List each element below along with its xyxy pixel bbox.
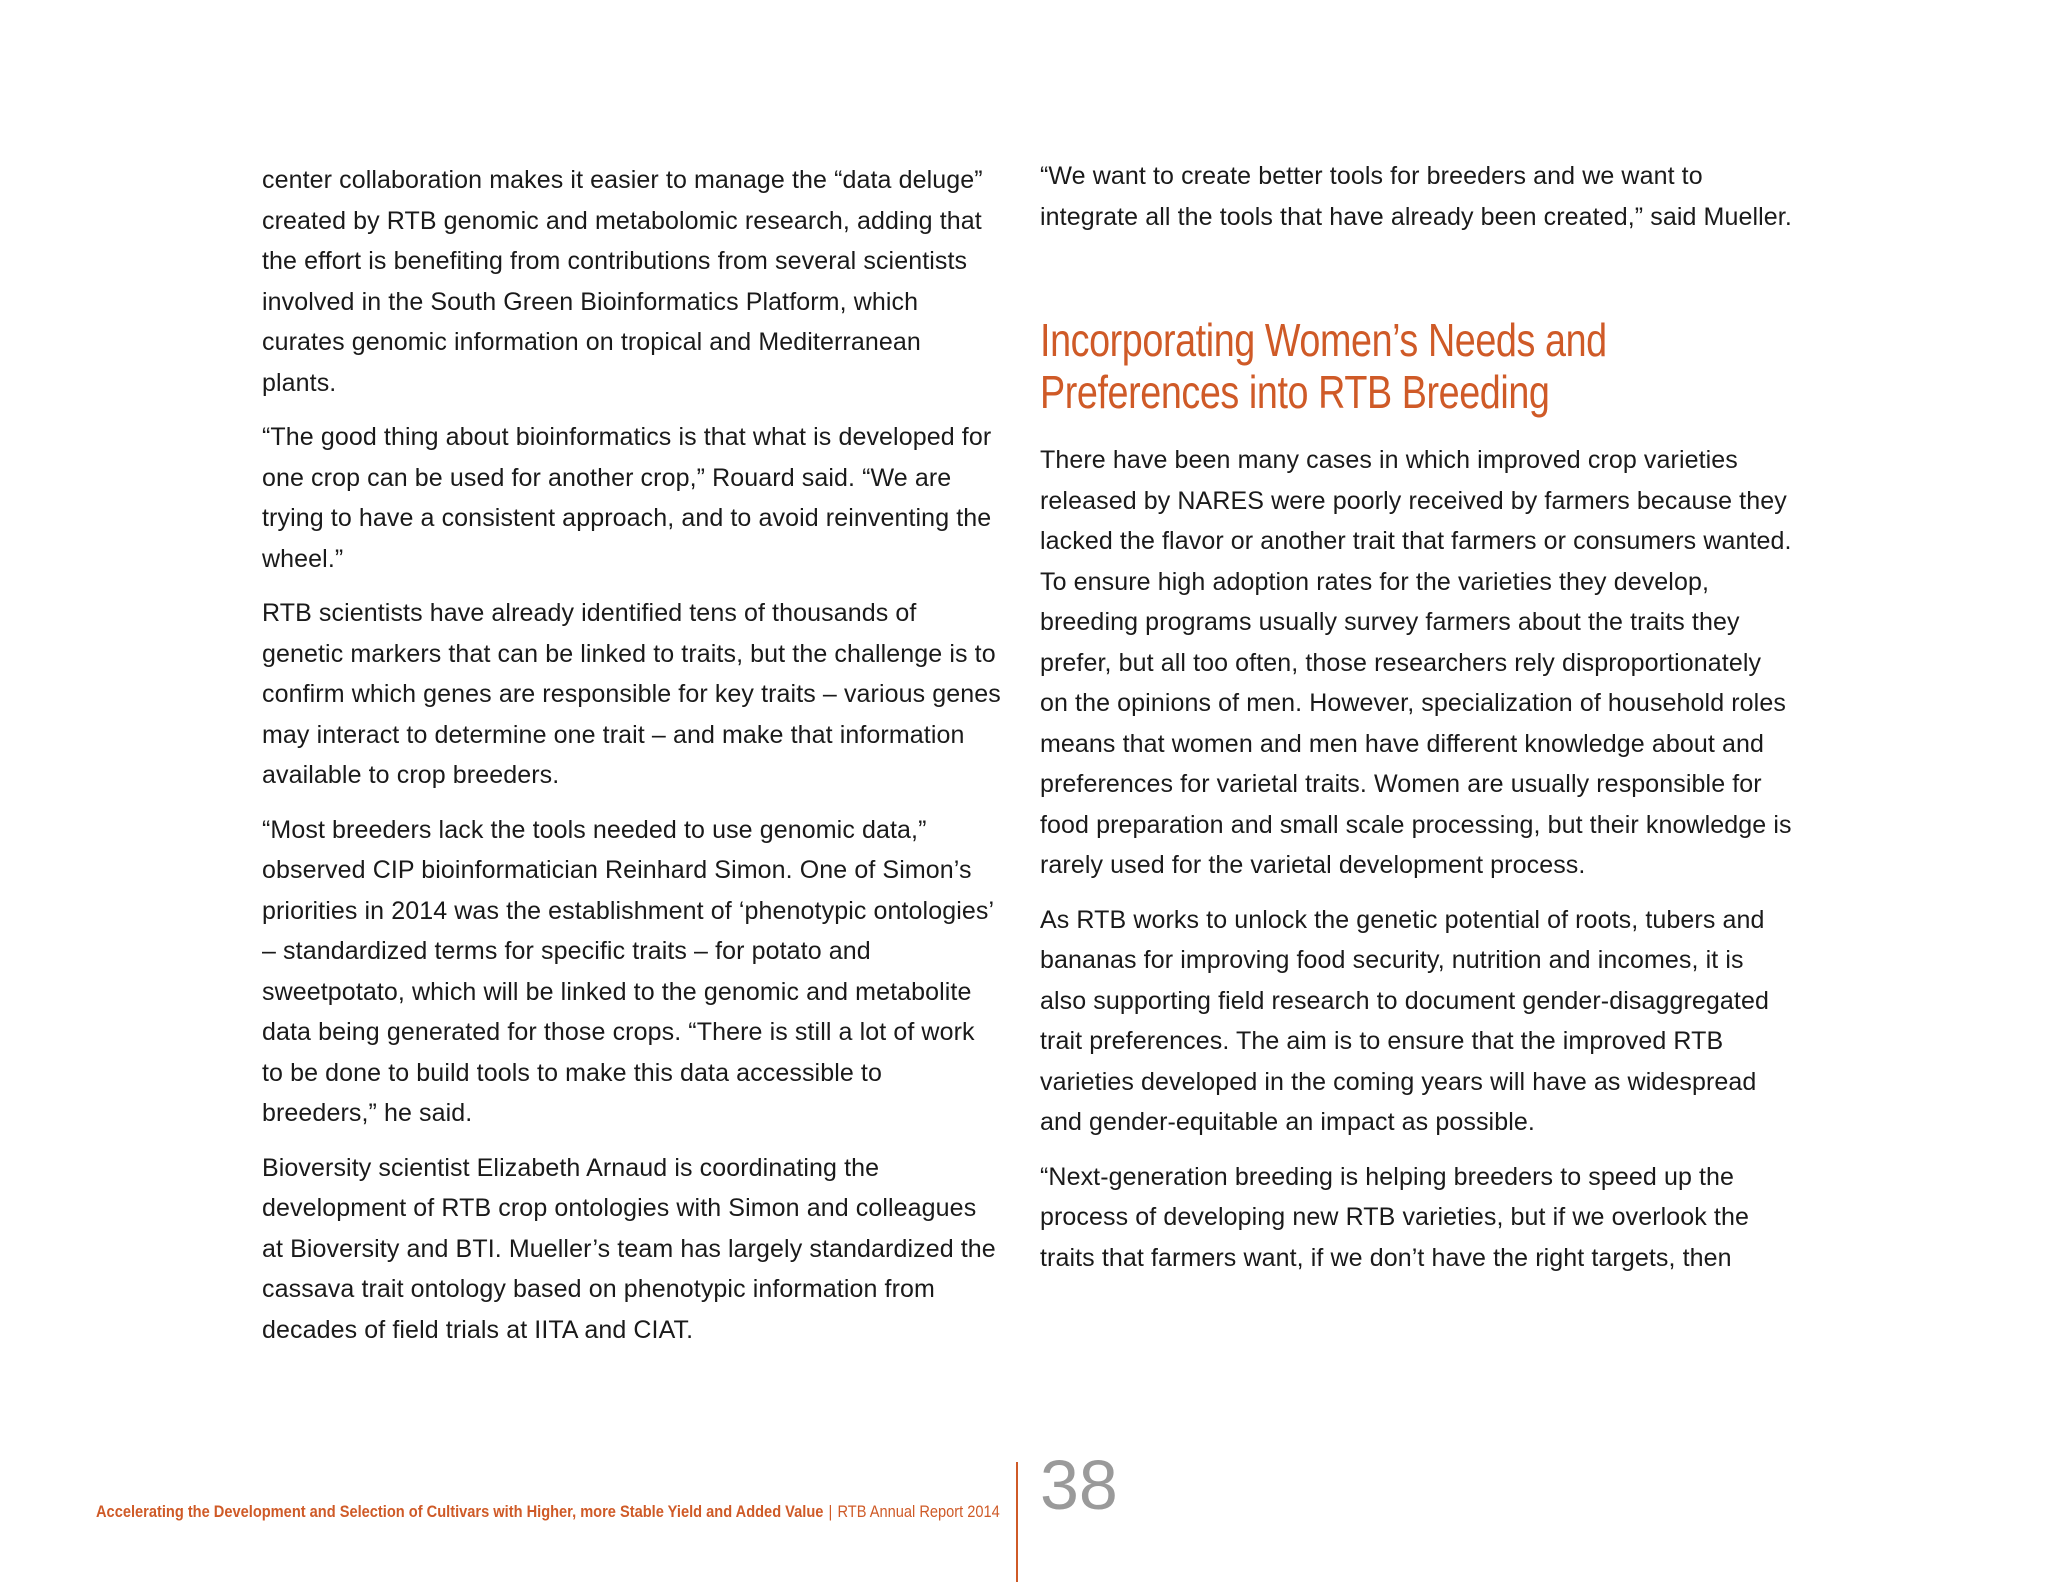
footer-text	[96, 1502, 1000, 1522]
body-paragraph: center collaboration makes it easier to manage the “data deluge” created by RTB genomic and metabolomic research, adding that the effort is benefiting from contributions from several scientists involved in the South Green Bioinformatics Platform, which curates genomic information on tropical and Mediterranean plants.	[262, 166, 983, 397]
body-paragraph: “Most breeders lack the tools needed to use genomic data,” observed CIP bioinformatician Reinhard Simon. One of Simon’s priorities in 2014 was the establishment of ‘phenotypic ontologies’ – standardized terms for specific traits – for potato and sweetpotato, which will be linked to the genomic and metabolite data being generated for those crops. “There is still a lot of work to be done to build tools to make this data accessible to breeders,” he said.	[262, 815, 994, 1127]
left-column	[262, 160, 1002, 1364]
page-number: 38	[1040, 1446, 1118, 1524]
footer-separator: |	[828, 1502, 833, 1521]
footer-report-name: RTB Annual Report 2014	[837, 1502, 1000, 1521]
section-heading: Incorporating Women’s Needs and Preferences into RTB Breeding	[1040, 314, 1607, 418]
body-paragraph: Bioversity scientist Elizabeth Arnaud is coordinating the development of RTB crop ontologies with Simon and colleagues at Bioversity and BTI. Mueller’s team has largely standardized the cassava trait ontology based on phenotypic information from decades of field trials at IITA and CIAT.	[262, 1153, 996, 1344]
body-paragraph: “Next-generation breeding is helping breeders to speed up the process of developing new RTB varieties, but if we overlook the traits that farmers want, if we don’t have the right targets, then	[1040, 1162, 1749, 1272]
footer-divider	[1016, 1462, 1018, 1582]
page-footer	[0, 1446, 2048, 1582]
right-column	[1040, 160, 1792, 1292]
footer-section-title: Accelerating the Development and Selection of Cultivars with Higher, more Stable Yield and Added Value	[96, 1502, 824, 1521]
body-paragraph: As RTB works to unlock the genetic potential of roots, tubers and bananas for improving food security, nutrition and incomes, it is also supporting field research to document gender-disaggregated trait preferences. The aim is to ensure that the improved RTB varieties developed in the coming years will have as widespread and gender-equitable an impact as possible.	[1040, 905, 1769, 1136]
quote-paragraph: “We want to create better tools for breeders and we want to integrate all the tools that have already been created,” said Mueller.	[1040, 162, 1792, 231]
body-paragraph: There have been many cases in which improved crop varieties released by NARES were poorly received by farmers because they lacked the flavor or another trait that farmers or consumers wanted. To ensure high adoption rates for the varieties they develop, breeding programs usually survey farmers about the traits they prefer, but all too often, those researchers rely disproportionately on the opinions of men. However, specialization of household roles means that women and men have different knowledge about and preferences for varietal traits. Women are usually responsible for food preparation and small scale processing, but their knowledge is rarely used for the varietal development process.	[1040, 446, 1792, 879]
body-paragraph: “The good thing about bioinformatics is that what is developed for one crop can be used for another crop,” Rouard said. “We are trying to have a consistent approach, and to avoid reinventing the wheel.”	[262, 423, 992, 573]
body-paragraph: RTB scientists have already identified tens of thousands of genetic markers that can be linked to traits, but the challenge is to confirm which genes are responsible for key traits – various genes may interact to determine one trait – and make that information available to crop breeders.	[262, 599, 1001, 789]
